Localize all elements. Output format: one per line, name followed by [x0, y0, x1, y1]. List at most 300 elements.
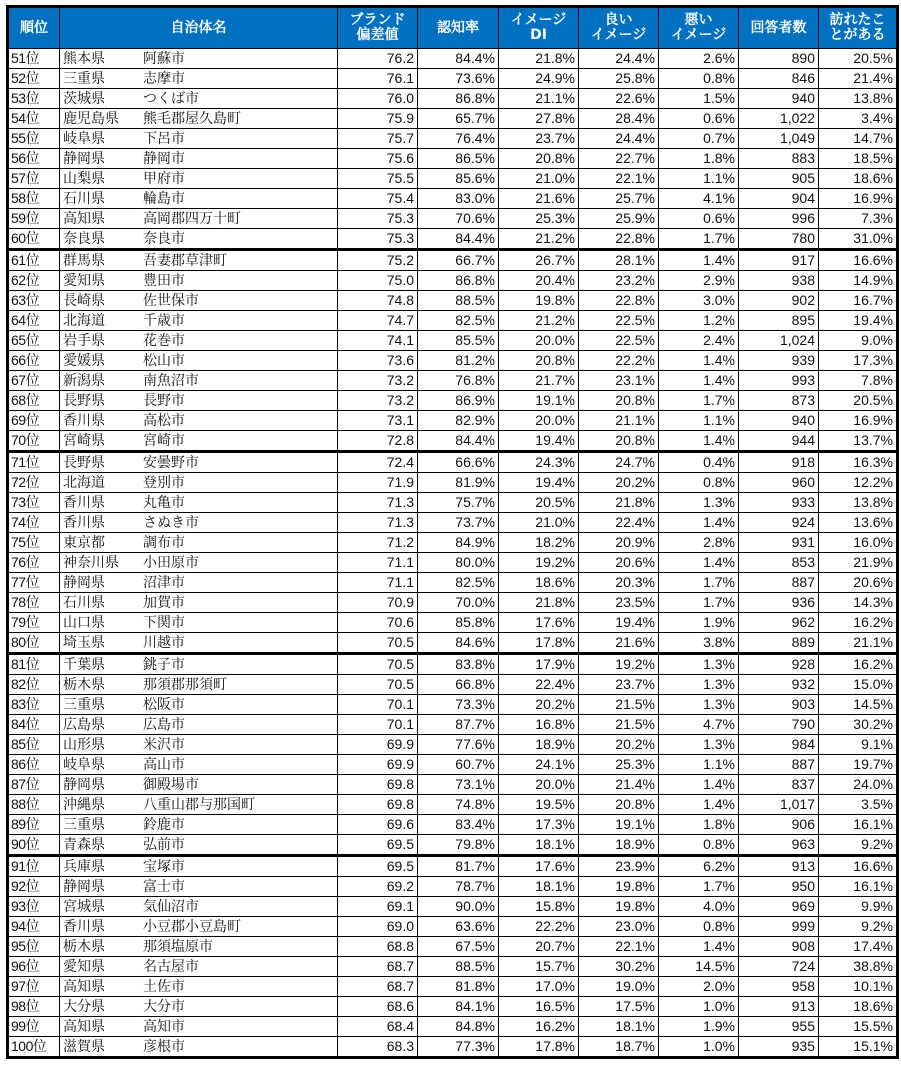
respondents-cell: 993 [739, 371, 819, 391]
respondents-cell: 950 [739, 877, 819, 897]
municipality-cell [60, 169, 338, 189]
recognition-cell: 66.8% [418, 675, 499, 695]
brand-score-cell: 69.5 [338, 835, 418, 856]
respondents-cell: 853 [739, 553, 819, 573]
brand-score-cell: 70.5 [338, 675, 418, 695]
municipality-cell [60, 229, 338, 250]
municipality-cell [60, 89, 338, 109]
bad-image-cell: 4.7% [659, 715, 739, 735]
prefecture-name: 高知県 [63, 210, 105, 226]
city-name: 高知市 [143, 1018, 185, 1034]
brand-score-cell: 71.1 [338, 553, 418, 573]
rank-cell: 67位 [8, 371, 60, 391]
good-image-cell: 20.9% [579, 533, 659, 553]
brand-score-cell: 75.2 [338, 250, 418, 271]
recognition-cell: 79.8% [418, 835, 499, 856]
good-image-cell: 23.9% [579, 856, 659, 877]
good-image-cell: 22.8% [579, 291, 659, 311]
city-name: 彦根市 [143, 1038, 185, 1054]
visited-cell: 20.6% [819, 573, 898, 593]
municipality-cell [60, 109, 338, 129]
rank-cell: 94位 [8, 917, 60, 937]
good-image-cell: 25.8% [579, 69, 659, 89]
bad-image-cell: 2.6% [659, 49, 739, 69]
respondents-cell: 969 [739, 897, 819, 917]
city-name: 小田原市 [143, 554, 199, 570]
bad-image-cell: 1.2% [659, 311, 739, 331]
rank-cell: 53位 [8, 89, 60, 109]
visited-cell: 19.4% [819, 311, 898, 331]
brand-score-cell: 71.3 [338, 513, 418, 533]
rank-cell: 87位 [8, 775, 60, 795]
prefecture-name: 奈良県 [63, 230, 105, 246]
recognition-cell: 66.7% [418, 250, 499, 271]
prefecture-name: 埼玉県 [63, 634, 105, 650]
respondents-cell: 928 [739, 654, 819, 675]
rank-cell: 75位 [8, 533, 60, 553]
brand-score-cell: 72.8 [338, 431, 418, 452]
bad-image-cell: 1.4% [659, 937, 739, 957]
prefecture-name: 千葉県 [63, 656, 105, 672]
table-row [8, 654, 898, 675]
image-di-cell: 24.1% [499, 755, 579, 775]
visited-cell: 21.4% [819, 69, 898, 89]
rank-cell: 84位 [8, 715, 60, 735]
respondents-cell: 902 [739, 291, 819, 311]
recognition-cell: 82.5% [418, 311, 499, 331]
bad-image-cell: 1.4% [659, 431, 739, 452]
rank-cell: 83位 [8, 695, 60, 715]
municipality-cell [60, 351, 338, 371]
city-name: 高山市 [143, 756, 185, 772]
city-name: さぬき市 [143, 514, 199, 530]
good-image-cell: 24.4% [579, 49, 659, 69]
bad-image-cell: 2.9% [659, 271, 739, 291]
good-image-cell: 28.4% [579, 109, 659, 129]
good-image-cell: 22.4% [579, 513, 659, 533]
municipality-cell [60, 149, 338, 169]
header-bad-line2: イメージ [670, 27, 727, 43]
visited-cell: 16.2% [819, 654, 898, 675]
table-row [8, 1037, 898, 1058]
city-name: 川越市 [143, 634, 185, 650]
good-image-cell: 20.8% [579, 795, 659, 815]
good-image-cell: 22.5% [579, 311, 659, 331]
recognition-cell: 83.4% [418, 815, 499, 835]
municipality-cell [60, 129, 338, 149]
recognition-cell: 84.4% [418, 431, 499, 452]
brand-score-cell: 75.9 [338, 109, 418, 129]
municipality-cell [60, 311, 338, 331]
table-row [8, 351, 898, 371]
municipality-cell [60, 513, 338, 533]
recognition-cell: 66.6% [418, 452, 499, 473]
city-name: 銚子市 [143, 656, 185, 672]
bad-image-cell: 1.4% [659, 513, 739, 533]
municipality-cell [60, 695, 338, 715]
good-image-cell: 18.9% [579, 835, 659, 856]
image-di-cell: 18.2% [499, 533, 579, 553]
prefecture-name: 香川県 [63, 918, 105, 934]
brand-score-cell: 76.2 [338, 49, 418, 69]
bad-image-cell: 3.0% [659, 291, 739, 311]
image-di-cell: 26.7% [499, 250, 579, 271]
rank-cell: 56位 [8, 149, 60, 169]
respondents-cell: 873 [739, 391, 819, 411]
image-di-cell: 19.8% [499, 291, 579, 311]
recognition-cell: 84.1% [418, 997, 499, 1017]
table-row [8, 391, 898, 411]
respondents-cell: 924 [739, 513, 819, 533]
header-brand-line2: 偏差値 [356, 27, 399, 43]
rank-cell: 86位 [8, 755, 60, 775]
brand-score-cell: 72.4 [338, 452, 418, 473]
table-row [8, 189, 898, 209]
respondents-cell: 1,022 [739, 109, 819, 129]
good-image-cell: 23.7% [579, 675, 659, 695]
image-di-cell: 21.7% [499, 371, 579, 391]
brand-score-cell: 75.6 [338, 149, 418, 169]
municipality-cell [60, 633, 338, 654]
bad-image-cell: 1.3% [659, 654, 739, 675]
header-bad-line1: 悪い [684, 12, 713, 28]
rank-cell: 97位 [8, 977, 60, 997]
prefecture-name: 三重県 [63, 70, 105, 86]
municipality-cell [60, 835, 338, 856]
city-name: 南魚沼市 [143, 372, 199, 388]
recognition-cell: 85.8% [418, 613, 499, 633]
city-name: 宝塚市 [143, 858, 185, 874]
table-row [8, 573, 898, 593]
good-image-cell: 23.0% [579, 917, 659, 937]
header-bad-image [659, 7, 739, 49]
recognition-cell: 78.7% [418, 877, 499, 897]
recognition-cell: 65.7% [418, 109, 499, 129]
table-row [8, 917, 898, 937]
brand-score-cell: 69.0 [338, 917, 418, 937]
rank-cell: 98位 [8, 997, 60, 1017]
bad-image-cell: 1.1% [659, 411, 739, 431]
recognition-cell: 88.5% [418, 957, 499, 977]
good-image-cell: 21.8% [579, 493, 659, 513]
visited-cell: 12.2% [819, 473, 898, 493]
city-name: 八重山郡与那国町 [143, 796, 255, 812]
visited-cell: 16.0% [819, 533, 898, 553]
respondents-cell: 955 [739, 1017, 819, 1037]
recognition-cell: 63.6% [418, 917, 499, 937]
city-name: 登別市 [143, 474, 185, 490]
rank-cell: 61位 [8, 250, 60, 271]
good-image-cell: 20.6% [579, 553, 659, 573]
good-image-cell: 21.1% [579, 411, 659, 431]
respondents-cell: 890 [739, 49, 819, 69]
good-image-cell: 23.2% [579, 271, 659, 291]
bad-image-cell: 4.1% [659, 189, 739, 209]
table-row [8, 431, 898, 452]
prefecture-name: 滋賀県 [63, 1038, 105, 1054]
rank-cell: 70位 [8, 431, 60, 452]
city-name: 沼津市 [143, 574, 185, 590]
visited-cell: 17.3% [819, 351, 898, 371]
table-row [8, 89, 898, 109]
brand-score-cell: 69.8 [338, 775, 418, 795]
municipality-cell [60, 189, 338, 209]
visited-cell: 13.7% [819, 431, 898, 452]
good-image-cell: 20.8% [579, 391, 659, 411]
recognition-cell: 73.3% [418, 695, 499, 715]
prefecture-name: 長野県 [63, 392, 105, 408]
image-di-cell: 21.0% [499, 169, 579, 189]
brand-score-cell: 69.5 [338, 856, 418, 877]
bad-image-cell: 1.7% [659, 391, 739, 411]
municipality-cell [60, 493, 338, 513]
visited-cell: 30.2% [819, 715, 898, 735]
recognition-cell: 80.0% [418, 553, 499, 573]
brand-score-cell: 68.8 [338, 937, 418, 957]
rank-cell: 95位 [8, 937, 60, 957]
bad-image-cell: 1.3% [659, 493, 739, 513]
header-visited-line2: とがある [829, 27, 886, 43]
image-di-cell: 20.2% [499, 695, 579, 715]
prefecture-name: 栃木県 [63, 938, 105, 954]
brand-score-cell: 71.9 [338, 473, 418, 493]
municipality-cell [60, 452, 338, 473]
bad-image-cell: 1.4% [659, 795, 739, 815]
brand-score-cell: 75.7 [338, 129, 418, 149]
rank-cell: 65位 [8, 331, 60, 351]
visited-cell: 15.0% [819, 675, 898, 695]
header-brand-score [338, 7, 418, 49]
brand-score-cell: 74.7 [338, 311, 418, 331]
rank-cell: 64位 [8, 311, 60, 331]
city-name: つくば市 [143, 90, 199, 106]
brand-score-cell: 68.6 [338, 997, 418, 1017]
bad-image-cell: 0.4% [659, 452, 739, 473]
respondents-cell: 1,049 [739, 129, 819, 149]
good-image-cell: 17.5% [579, 997, 659, 1017]
table-row [8, 775, 898, 795]
respondents-cell: 837 [739, 775, 819, 795]
recognition-cell: 74.8% [418, 795, 499, 815]
table-row [8, 291, 898, 311]
brand-score-cell: 70.9 [338, 593, 418, 613]
recognition-cell: 76.8% [418, 371, 499, 391]
good-image-cell: 19.4% [579, 613, 659, 633]
image-di-cell: 17.9% [499, 654, 579, 675]
visited-cell: 14.3% [819, 593, 898, 613]
bad-image-cell: 1.4% [659, 351, 739, 371]
visited-cell: 16.3% [819, 452, 898, 473]
image-di-cell: 20.4% [499, 271, 579, 291]
table-row [8, 109, 898, 129]
image-di-cell: 17.6% [499, 856, 579, 877]
recognition-cell: 77.6% [418, 735, 499, 755]
recognition-cell: 67.5% [418, 937, 499, 957]
image-di-cell: 16.2% [499, 1017, 579, 1037]
city-name: 気仙沼市 [143, 898, 199, 914]
bad-image-cell: 1.3% [659, 735, 739, 755]
city-name: 鈴鹿市 [143, 816, 185, 832]
bad-image-cell: 1.7% [659, 229, 739, 250]
city-name: 土佐市 [143, 978, 185, 994]
respondents-cell: 996 [739, 209, 819, 229]
brand-score-cell: 70.5 [338, 654, 418, 675]
respondents-cell: 962 [739, 613, 819, 633]
respondents-cell: 917 [739, 250, 819, 271]
rank-cell: 74位 [8, 513, 60, 533]
recognition-cell: 88.5% [418, 291, 499, 311]
rank-cell: 89位 [8, 815, 60, 835]
bad-image-cell: 0.6% [659, 209, 739, 229]
city-name: 高松市 [143, 412, 185, 428]
table-row [8, 513, 898, 533]
visited-cell: 16.9% [819, 411, 898, 431]
bad-image-cell: 1.3% [659, 675, 739, 695]
prefecture-name: 静岡県 [63, 776, 105, 792]
respondents-cell: 895 [739, 311, 819, 331]
table-row [8, 937, 898, 957]
respondents-cell: 1,024 [739, 331, 819, 351]
brand-score-cell: 69.6 [338, 815, 418, 835]
header-visited [819, 7, 898, 49]
recognition-cell: 83.8% [418, 654, 499, 675]
image-di-cell: 21.8% [499, 593, 579, 613]
header-rank: 順位 [8, 7, 60, 49]
good-image-cell: 25.3% [579, 755, 659, 775]
table-row [8, 311, 898, 331]
header-di-line1: イメージ [510, 12, 567, 28]
respondents-cell: 918 [739, 452, 819, 473]
respondents-cell: 904 [739, 189, 819, 209]
rank-cell: 78位 [8, 593, 60, 613]
municipality-cell [60, 553, 338, 573]
table-row [8, 715, 898, 735]
header-visited-line1: 訪れたこ [829, 12, 886, 28]
visited-cell: 15.5% [819, 1017, 898, 1037]
city-name: 輪島市 [143, 190, 185, 206]
image-di-cell: 21.6% [499, 189, 579, 209]
image-di-cell: 17.0% [499, 977, 579, 997]
respondents-cell: 1,017 [739, 795, 819, 815]
municipality-cell [60, 593, 338, 613]
municipality-cell [60, 391, 338, 411]
prefecture-name: 青森県 [63, 836, 105, 852]
header-recognition: 認知率 [418, 7, 499, 49]
prefecture-name: 愛媛県 [63, 352, 105, 368]
city-name: 下呂市 [143, 130, 185, 146]
prefecture-name: 長崎県 [63, 292, 105, 308]
image-di-cell: 19.1% [499, 391, 579, 411]
prefecture-name: 鹿児島県 [63, 110, 119, 126]
prefecture-name: 岩手県 [63, 332, 105, 348]
recognition-cell: 76.4% [418, 129, 499, 149]
image-di-cell: 19.4% [499, 431, 579, 452]
bad-image-cell: 2.0% [659, 977, 739, 997]
city-name: 弘前市 [143, 836, 185, 852]
recognition-cell: 84.4% [418, 229, 499, 250]
recognition-cell: 81.7% [418, 856, 499, 877]
prefecture-name: 群馬県 [63, 252, 105, 268]
brand-score-cell: 75.3 [338, 229, 418, 250]
recognition-cell: 83.0% [418, 189, 499, 209]
respondents-cell: 889 [739, 633, 819, 654]
table-row [8, 271, 898, 291]
municipality-cell [60, 250, 338, 271]
table-row [8, 69, 898, 89]
bad-image-cell: 1.4% [659, 775, 739, 795]
table-row [8, 371, 898, 391]
recognition-cell: 70.6% [418, 209, 499, 229]
recognition-cell: 84.9% [418, 533, 499, 553]
recognition-cell: 90.0% [418, 897, 499, 917]
prefecture-name: 香川県 [63, 494, 105, 510]
prefecture-name: 大分県 [63, 998, 105, 1014]
prefecture-name: 愛知県 [63, 272, 105, 288]
city-name: 花巻市 [143, 332, 185, 348]
prefecture-name: 岐阜県 [63, 756, 105, 772]
visited-cell: 19.7% [819, 755, 898, 775]
respondents-cell: 903 [739, 695, 819, 715]
visited-cell: 24.0% [819, 775, 898, 795]
prefecture-name: 三重県 [63, 696, 105, 712]
good-image-cell: 19.8% [579, 877, 659, 897]
bad-image-cell: 0.8% [659, 917, 739, 937]
municipality-cell [60, 755, 338, 775]
recognition-cell: 86.5% [418, 149, 499, 169]
brand-score-cell: 73.6 [338, 351, 418, 371]
prefecture-name: 茨城県 [63, 90, 105, 106]
image-di-cell: 20.0% [499, 775, 579, 795]
city-name: 千歳市 [143, 312, 185, 328]
bad-image-cell: 1.4% [659, 553, 739, 573]
visited-cell: 9.2% [819, 917, 898, 937]
header-row [8, 7, 898, 49]
prefecture-name: 三重県 [63, 816, 105, 832]
brand-score-cell: 69.9 [338, 755, 418, 775]
respondents-cell: 913 [739, 856, 819, 877]
bad-image-cell: 1.9% [659, 1017, 739, 1037]
brand-score-cell: 69.2 [338, 877, 418, 897]
rank-cell: 63位 [8, 291, 60, 311]
city-name: 甲府市 [143, 170, 185, 186]
prefecture-name: 石川県 [63, 190, 105, 206]
visited-cell: 17.4% [819, 937, 898, 957]
image-di-cell: 21.2% [499, 311, 579, 331]
bad-image-cell: 0.8% [659, 69, 739, 89]
recognition-cell: 86.9% [418, 391, 499, 411]
table-row [8, 997, 898, 1017]
good-image-cell: 21.5% [579, 695, 659, 715]
prefecture-name: 宮城県 [63, 898, 105, 914]
city-name: 静岡市 [143, 150, 185, 166]
prefecture-name: 高知県 [63, 978, 105, 994]
table-row [8, 633, 898, 654]
prefecture-name: 兵庫県 [63, 858, 105, 874]
city-name: 宮崎市 [143, 432, 185, 448]
visited-cell: 9.0% [819, 331, 898, 351]
rank-cell: 100位 [8, 1037, 60, 1058]
respondents-cell: 958 [739, 977, 819, 997]
header-brand-line1: ブランド [349, 12, 406, 28]
brand-score-cell: 74.1 [338, 331, 418, 351]
recognition-cell: 75.7% [418, 493, 499, 513]
city-name: 安曇野市 [143, 454, 199, 470]
municipality-cell [60, 675, 338, 695]
image-di-cell: 15.7% [499, 957, 579, 977]
recognition-cell: 85.5% [418, 331, 499, 351]
visited-cell: 21.1% [819, 633, 898, 654]
good-image-cell: 22.2% [579, 351, 659, 371]
